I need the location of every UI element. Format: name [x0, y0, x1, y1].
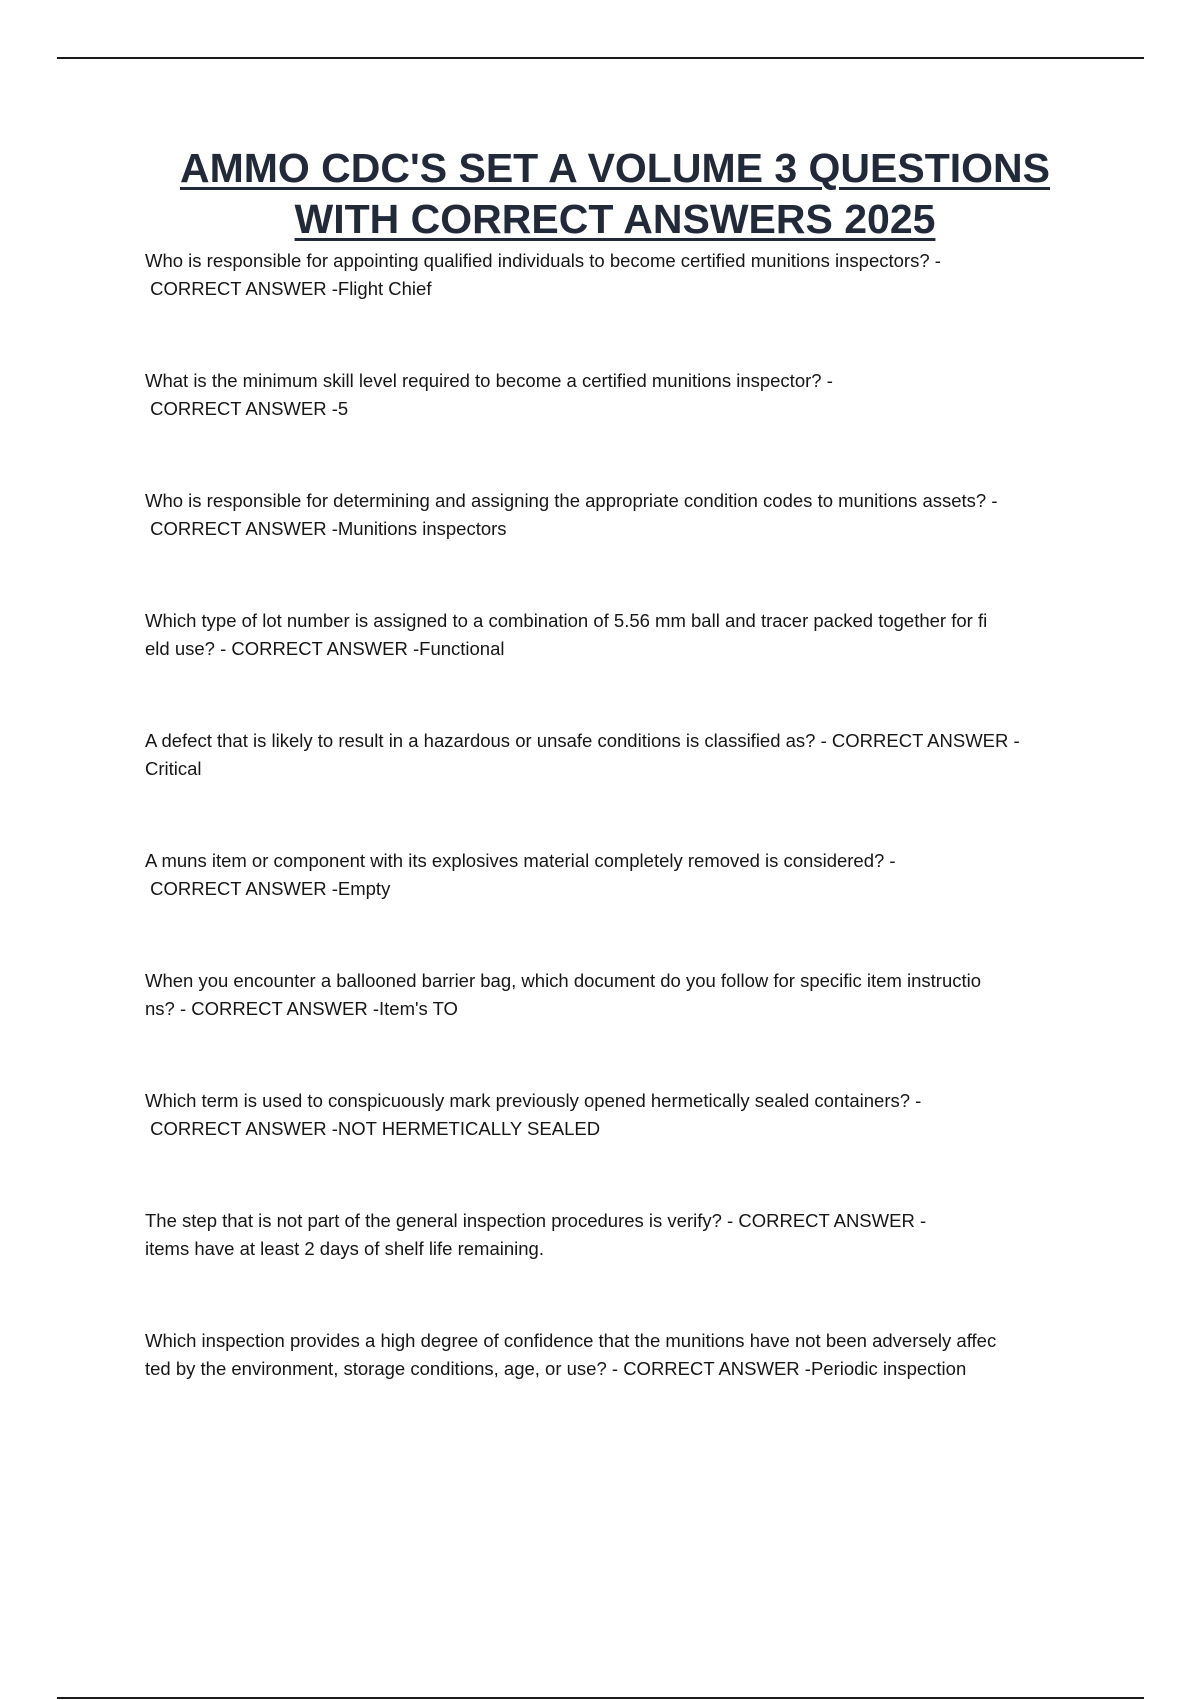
document-title: [100, 143, 1130, 245]
title-line-1: AMMO CDC'S SET A VOLUME 3 QUESTIONS: [179, 145, 1051, 191]
title-line-2: WITH CORRECT ANSWERS 2025: [294, 196, 936, 242]
qa-item: When you encounter a ballooned barrier bag, which document do you follow for specific item instructio ns? - CORRECT ANSWER -Item's TO: [145, 970, 982, 1019]
bottom-rule: [57, 1697, 1144, 1699]
qa-item: A muns item or component with its explosives material completely removed is considered? - CORRECT ANSWER -Empty: [145, 850, 896, 899]
qa-item: The step that is not part of the general inspection procedures is verify? - CORRECT ANSWER - items have at least 2 days of shelf life remaining.: [145, 1210, 927, 1259]
qa-item: Which inspection provides a high degree of confidence that the munitions have not been adversely affec ted by the environment, storage conditions, age, or use? - CORRECT ANSWER -Periodic inspection: [145, 1330, 997, 1379]
qa-item: Which type of lot number is assigned to a combination of 5.56 mm ball and tracer packed together for fi eld use? - CORRECT ANSWER -Functional: [145, 610, 988, 659]
qa-item: What is the minimum skill level required to become a certified munitions inspector? - CORRECT ANSWER -5: [145, 370, 833, 419]
qa-item: Who is responsible for determining and assigning the appropriate condition codes to munitions assets? - CORRECT ANSWER -Munitions inspectors: [145, 490, 998, 539]
qa-item: Who is responsible for appointing qualified individuals to become certified munitions inspectors? - CORRECT ANSWER -Flight Chief: [145, 250, 941, 299]
top-rule: [57, 57, 1144, 59]
qa-item: Which term is used to conspicuously mark previously opened hermetically sealed containers? - CORRECT ANSWER -NOT HERMETICALLY SEALED: [145, 1090, 922, 1139]
question-answer-list: [145, 247, 1085, 1447]
qa-item: A defect that is likely to result in a hazardous or unsafe conditions is classified as? - CORRECT ANSWER - Critical: [145, 730, 1020, 779]
